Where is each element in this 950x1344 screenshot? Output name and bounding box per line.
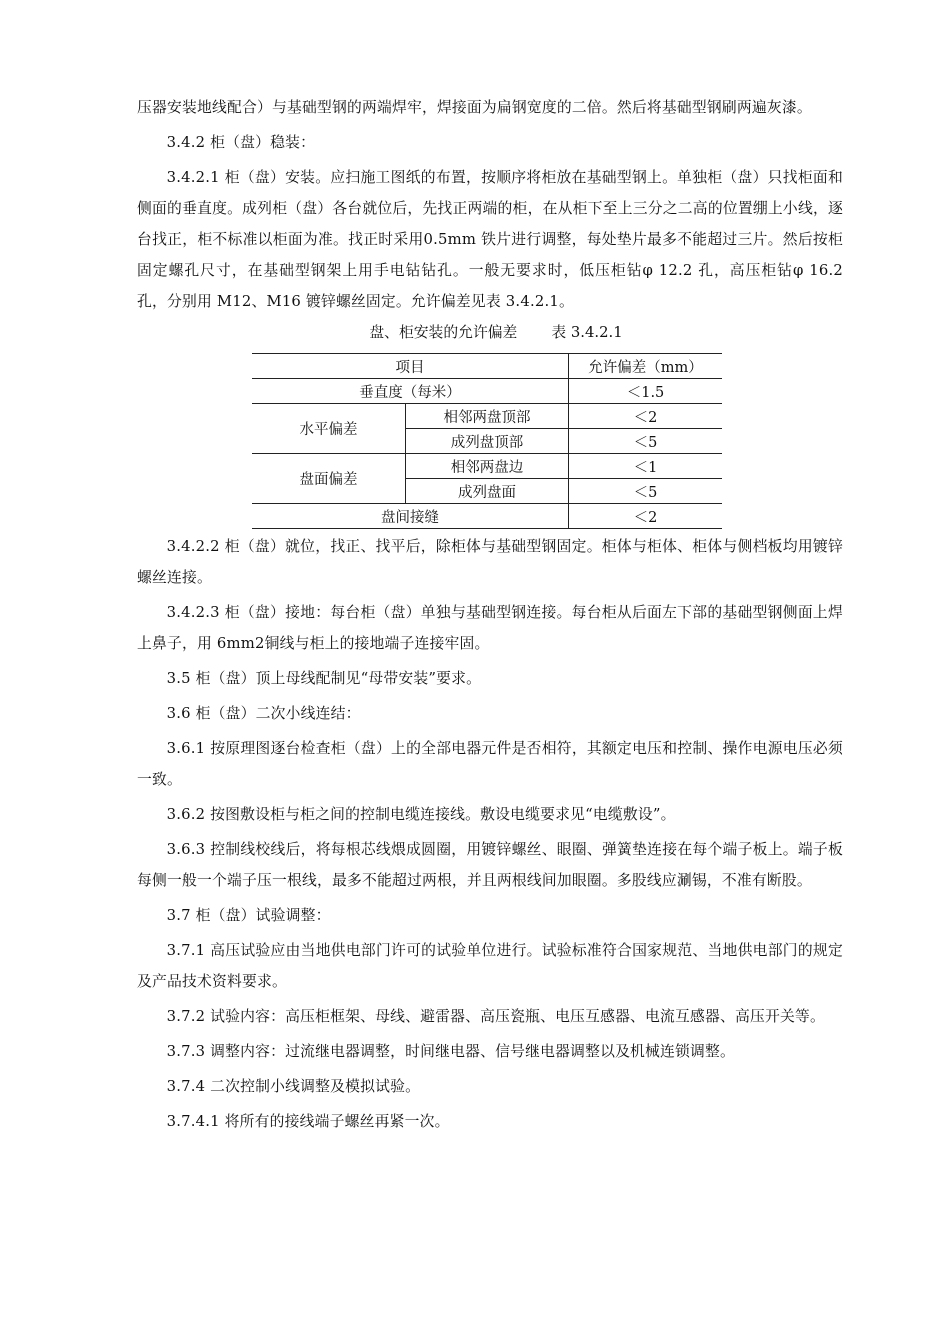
- paragraph-section-3-7-3: 3.7.3 调整内容：过流继电器调整，时间继电器、信号继电器调整以及机械连锁调整。: [166, 1043, 736, 1060]
- row-value: ＜2: [569, 504, 723, 529]
- paragraph-section-3-6-2: 3.6.2 按图敷设柜与柜之间的控制电缆连接线。敷设电缆要求见“电缆敷设”。: [166, 806, 676, 823]
- paragraph-section-3-4-2: 3.4.2 柜（盘）稳装：: [166, 134, 316, 151]
- document-body: [137, 92, 843, 1137]
- row-label: 垂直度（每米）: [252, 379, 569, 404]
- table-row: [252, 379, 722, 404]
- row-label: 相邻两盘边: [406, 454, 569, 479]
- paragraph-section-3-4-2-1: 3.4.2.1 柜（盘）安装。应扫施工图纸的布置，按顺序将柜放在基础型钢上。单独柜（盘）只找柜面和侧面的垂直度。成列柜（盘）各台就位后，先找正两端的柜，在从柜下至上三分之二高的位置绷上小线，逐台找正，柜不标准以柜面为准。找正时采用0.5mm 铁片进行调整，每处垫片最多不能超过三片。然后按柜固定螺孔尺寸，在基础型钢架上用手电钻钻孔。一般无要求时，低压柜钻φ 12.2 孔，高压柜钻φ 16.2 孔，分别用 M12、M16 镀锌螺丝固定。允许偏差见表 3.4.2.1。: [137, 169, 843, 310]
- table-row: [252, 504, 722, 529]
- table-row: [252, 454, 722, 479]
- row-value: ＜5: [569, 429, 723, 454]
- paragraph-section-3-7-1: 3.7.1 高压试验应由当地供电部门许可的试验单位进行。试验标准符合国家规范、当地供电部门的规定及产品技术资料要求。: [137, 942, 843, 990]
- row-value: ＜1: [569, 454, 723, 479]
- paragraph-section-3-7-2: 3.7.2 试验内容：高压柜框架、母线、避雷器、高压瓷瓶、电压互感器、电流互感器、高压开关等。: [166, 1008, 826, 1025]
- paragraph-section-3-5: 3.5 柜（盘）顶上母线配制见“母带安装”要求。: [166, 670, 482, 687]
- paragraph-section-3-7-4-1: 3.7.4.1 将所有的接线端子螺丝再紧一次。: [166, 1113, 450, 1130]
- table-number: 表 3.4.2.1: [551, 324, 623, 341]
- table-row: [252, 404, 722, 429]
- paragraph-section-3-4-2-3: 3.4.2.3 柜（盘）接地：每台柜（盘）单独与基础型钢连接。每台柜从后面左下部的基础型钢侧面上焊上鼻子，用 6mm2铜线与柜上的接地端子连接牢固。: [137, 604, 843, 652]
- group-label: 水平偏差: [252, 404, 406, 454]
- paragraph-section-3-7: 3.7 柜（盘）试验调整：: [166, 907, 331, 924]
- group-label: 盘面偏差: [252, 454, 406, 504]
- paragraph-section-3-4-2-2: 3.4.2.2 柜（盘）就位，找正、找平后，除柜体与基础型钢固定。柜体与柜体、柜体与侧档板均用镀锌螺丝连接。: [137, 538, 843, 586]
- row-value: ＜2: [569, 404, 723, 429]
- header-tolerance: 允许偏差（mm）: [569, 354, 723, 379]
- header-item: 项目: [252, 354, 569, 379]
- paragraph-continuation: 压器安装地线配合）与基础型钢的两端焊牢，焊接面为扁钢宽度的二倍。然后将基础型钢刷两遍灰漆。: [137, 99, 812, 116]
- paragraph-section-3-6: 3.6 柜（盘）二次小线连结：: [166, 705, 361, 722]
- paragraph-section-3-6-3: 3.6.3 控制线校线后，将每根芯线煨成圆圈，用镀锌螺丝、眼圈、弹簧垫连接在每个端子板上。端子板每侧一般一个端子压一根线，最多不能超过两根，并且两根线间加眼圈。多股线应涮锡，不准有断股。: [137, 841, 843, 889]
- row-value: ＜5: [569, 479, 723, 504]
- row-label: 相邻两盘顶部: [406, 404, 569, 429]
- row-label: 盘间接缝: [252, 504, 569, 529]
- paragraph-section-3-7-4: 3.7.4 二次控制小线调整及模拟试验。: [166, 1078, 421, 1095]
- row-label: 成列盘面: [406, 479, 569, 504]
- tolerance-table: [252, 353, 722, 529]
- table-caption: [137, 323, 843, 343]
- table-header-row: [252, 354, 722, 379]
- paragraph-section-3-6-1: 3.6.1 按原理图逐台检查柜（盘）上的全部电器元件是否相符，其额定电压和控制、操作电源电压必须一致。: [137, 740, 843, 788]
- row-label: 成列盘顶部: [406, 429, 569, 454]
- row-value: ＜1.5: [569, 379, 723, 404]
- table-title: 盘、柜安装的允许偏差: [369, 324, 518, 341]
